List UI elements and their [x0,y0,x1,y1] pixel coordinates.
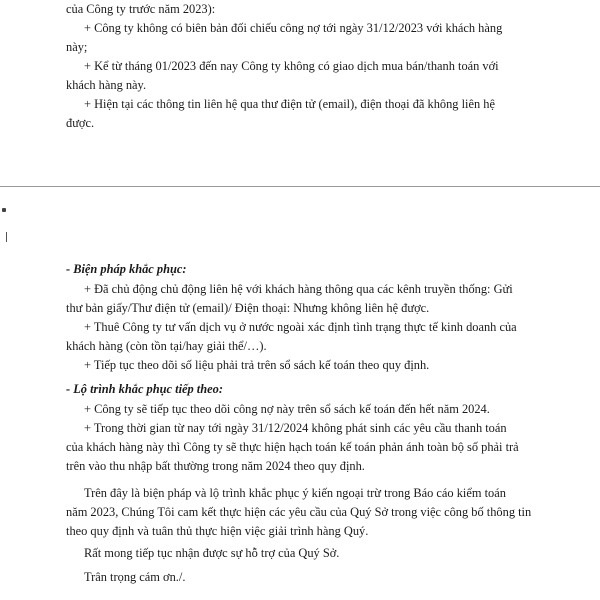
text-line: + Thuê Công ty tư vấn dịch vụ ở nước ngoài xác định tình trạng thực tế kinh doanh của [84,320,517,334]
text-line: theo quy định và tuân thủ thực hiện việc giải trình hàng Quý. [66,524,369,538]
text-line: được. [66,116,95,130]
text-line: + Trong thời gian từ nay tới ngày 31/12/2024 không phát sinh các yêu cầu thanh toán [84,421,507,435]
text-line: thư bản giấy/Thư điện tử (email)/ Điện thoại: Nhưng không liên hệ được. [66,301,430,315]
text-line: Rất mong tiếp tục nhận được sự hỗ trợ của Quý Sở. [84,546,340,560]
text-line: này; [66,40,88,54]
text-line: của khách hàng này thì Công ty sẽ thực hiện hạch toán kế toán phản ánh toàn bộ số phải trả [66,440,519,454]
text-line: + Công ty sẽ tiếp tục theo dõi công nợ này trên sổ sách kế toán đến hết năm 2024. [84,402,490,416]
document-page-top [0,0,600,175]
text-line: + Hiện tại các thông tin liên hệ qua thư điện tử (email), điện thoại đã không liên hệ [84,97,495,111]
text-line: Trên đây là biện pháp và lộ trình khắc phục ý kiến ngoại trừ trong Báo cáo kiểm toán [84,486,506,500]
text-line: Trân trọng cám ơn./. [84,570,186,584]
text-line: trên vào thu nhập bất thường trong năm 2024 theo quy định. [66,459,365,473]
text-line: khách hàng (còn tồn tại/hay giải thể/…). [66,339,267,353]
text-line: + Tiếp tục theo dõi số liệu phải trả trên sổ sách kế toán theo quy định. [84,358,430,372]
text-line: + Kể từ tháng 01/2023 đến nay Công ty không có giao dịch mua bán/thanh toán với [84,59,499,73]
document-page-bottom [0,196,600,600]
roadmap-heading: - Lộ trình khắc phục tiếp theo: [66,382,223,396]
remedy-heading: - Biện pháp khắc phục: [66,262,187,276]
text-line: + Công ty không có biên bản đối chiếu công nợ tới ngày 31/12/2023 với khách hàng [84,21,503,35]
text-line: năm 2023, Chúng Tôi cam kết thực hiện các yêu cầu của Quý Sở trong việc công bố thông tin [66,505,532,519]
text-line: + Đã chủ động chủ động liên hệ với khách hàng thông qua các kênh truyền thống: Gửi [84,282,513,296]
text-line: của Công ty trước năm 2023): [66,2,216,16]
page-separator [0,186,600,187]
text-line: khách hàng này. [66,78,147,92]
